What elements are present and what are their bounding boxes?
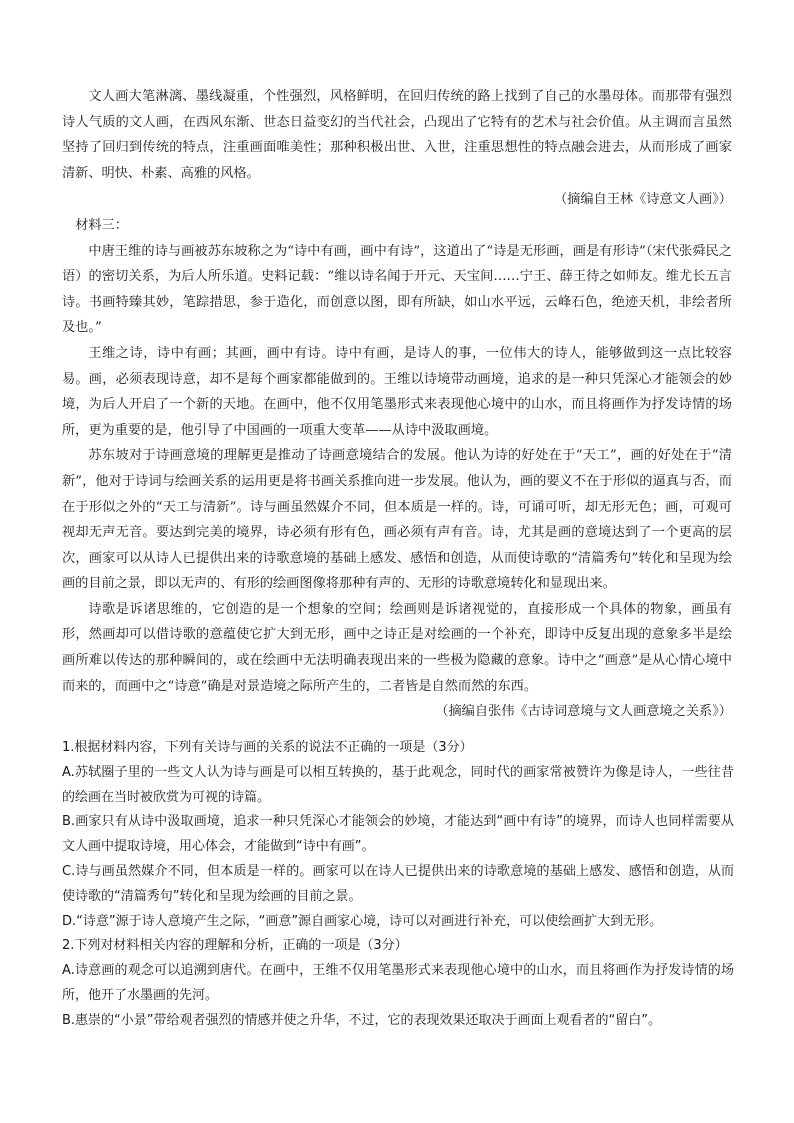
material3-source: （摘编自张伟《古诗词意境与文人画意境之关系》）: [435, 704, 732, 720]
material3-paragraph-3: 苏东坡对于诗画意境的理解更是推动了诗画意境结合的发展。他认为诗的好处在于“天工”，画的好处在于“清新”，他对于诗词与绘画关系的运用更是将书画关系推向进一步发展。他认为，画的要义不在于形似的逼真与否，而在于形似之外的“天工与清新”。诗与画虽然媒介不同，但本质是一样的。诗，可诵可听，却无形无色；画，可观可视却无声无音。要达到完美的境界，诗必须有形有色，画必须有声有音。诗，尤其是画的意境达到了一个更高的层次，画家可以从诗人已提供出来的诗歌意境的基础上感发、感悟和创造，从而使诗歌的“清篇秀句”转化和呈现为绘画的目前之景，即以无声的、有形的绘画图像将那种有声的、无形的诗歌意境转化和显现出来。: [62, 448, 732, 592]
question-2-option-a: A.诗意画的观念可以追溯到唐代。在画中，王维不仅用笔墨形式来表现他心境中的山水，而且将画作为抒发诗情的场所，他开了水墨画的先河。: [62, 963, 734, 1003]
material3-label: 材料三：: [75, 217, 128, 233]
question-1-option-c: C.诗与画虽然媒介不同，但本质是一样的。画家可以在诗人已提供出来的诗歌意境的基础上感发、感悟和创造，从而使诗歌的“清篇秀句”转化和呈现为绘画的目前之景。: [62, 863, 734, 904]
material3-paragraph-4: 诗歌是诉诸思维的，它创造的是一个想象的空间；绘画则是诉诸视觉的，直接形成一个具体的物象，画虽有形，然画却可以借诗歌的意蕴使它扩大到无形，画中之诗正是对绘画的一个补充，即诗中反复出现的意象多半是绘画所难以传达的那种瞬间的，或在绘画中无法明确表现出来的一些极为隐藏的意象。诗中之“画意”是从心情心境中而来的，而画中之“诗意”确是对景造境之际所产生的，二者皆是自然而然的东西。: [62, 601, 732, 694]
question-1-option-d: D.“诗意”源于诗人意境产生之际，“画意”源自画家心境，诗可以对画进行补充，可以使绘画扩大到无形。: [62, 913, 663, 929]
questions: [62, 736, 734, 1034]
question-2-stem: 2.下列对材料相关内容的理解和分析，正确的一项是（3分）: [62, 938, 408, 954]
material2-paragraph: 文人画大笔淋漓、墨线凝重，个性强烈，风格鲜明，在回归传统的路上找到了自己的水墨母体。而那带有强烈诗人气质的文人画，在西风东渐、世态日益变幻的当代社会，凸现出了它特有的艺术与社会价值。从主调而言虽然坚持了回归到传统的特点，注重画面唯美性；那种积极出世、入世，注重思想性的特点融会进去，从而形成了画家清新、明快、朴素、高雅的风格。: [62, 89, 732, 181]
question-2-option-b: B.惠崇的“小景”带给观者强烈的情感并使之升华，不过，它的表现效果还取决于画面上观看者的“留白”。: [62, 1012, 661, 1028]
reading-passage: [62, 84, 732, 725]
material3-paragraph-2: 王维之诗，诗中有画；其画，画中有诗。诗中有画，是诗人的事，一位伟大的诗人，能够做到这一点比较容易。画，必须表现诗意，却不是每个画家都能做到的。王维以诗境带动画境，追求的是一种只凭深心才能领会的妙境，为后人开启了一个新的天地。在画中，他不仅用笔墨形式来表现他心境中的山水，而且将画作为抒发诗情的场所，更为重要的是，他引导了中国画的一项重大变革——从诗中汲取画境。: [62, 345, 732, 438]
question-1-option-b: B.画家只有从诗中汲取画境，追求一种只凭深心才能领会的妙境，才能达到“画中有诗”的境界，而诗人也同样需要从文人画中提取诗境，用心体会，才能做到“诗中有画”。: [62, 814, 734, 855]
question-1-option-a: A.苏轼圈子里的一些文人认为诗与画是可以相互转换的，基于此观念，同时代的画家常被赞许为像是诗人，一些往昔的绘画在当时被欣赏为可视的诗篇。: [62, 764, 734, 805]
material2-source: （摘编自王林《诗意文人画》）: [553, 192, 732, 208]
question-1-stem: 1.根据材料内容，下列有关诗与画的关系的说法不正确的一项是（3分）: [62, 740, 473, 755]
material3-paragraph-1: 中唐王维的诗与画被苏东坡称之为“诗中有画，画中有诗”，这道出了“诗是无形画，画是有形诗”（宋代张舜民之语）的密切关系，为后人所乐道。史料记载：“维以诗名闻于开元、天宝间……宁王、薛王待之如师友。维尤长五言诗。书画特臻其妙，笔踪措思，参于造化，而创意以图，即有所缺，如山水平远，云峰石色，绝迹天机，非绘者所及也。”: [62, 243, 732, 336]
